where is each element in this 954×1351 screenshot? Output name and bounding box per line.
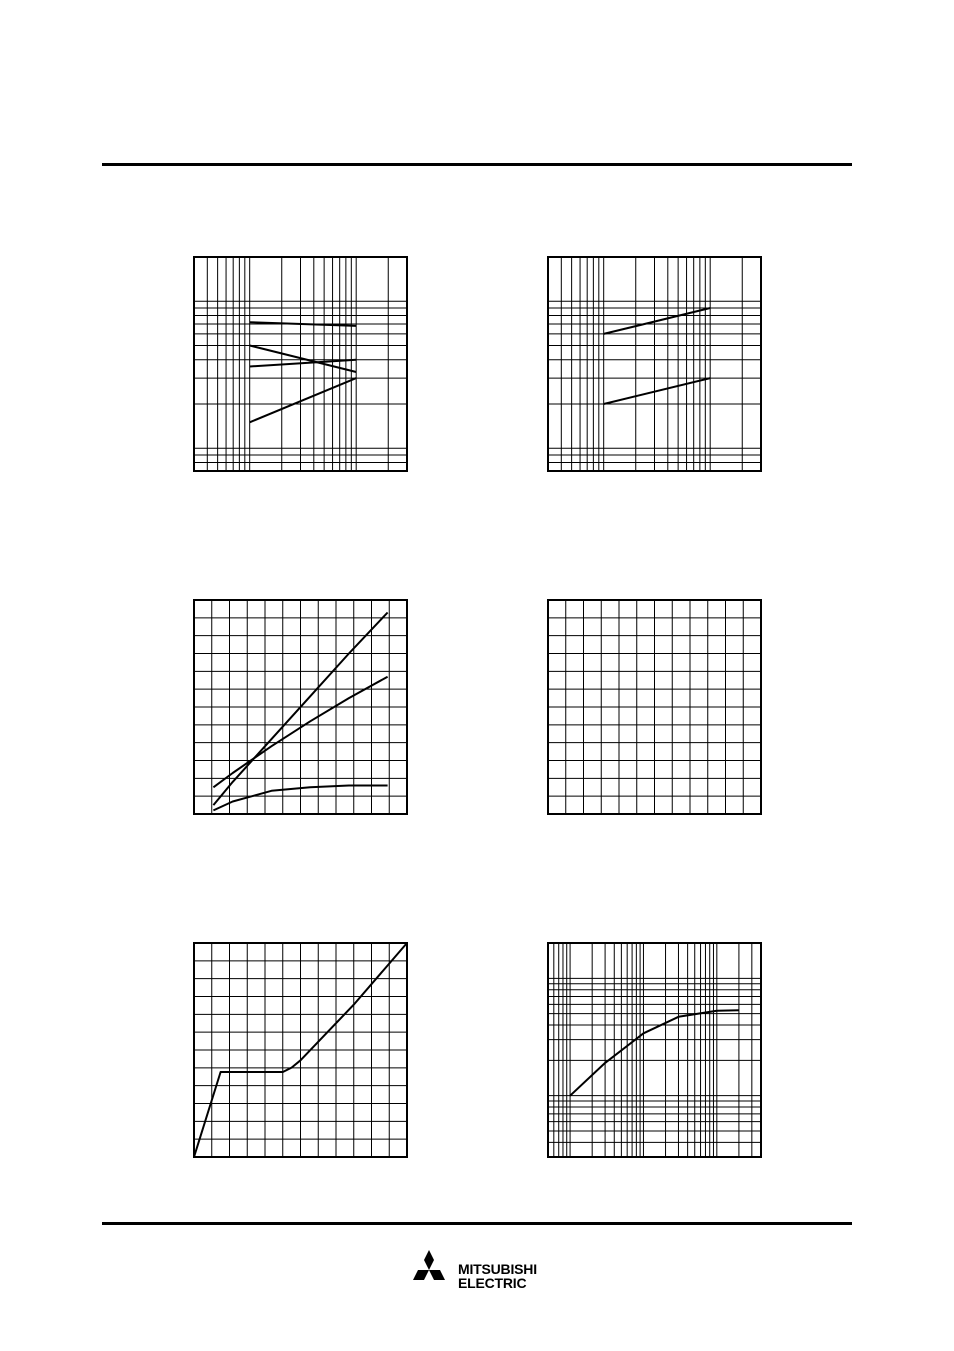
chart-1-series-2	[250, 346, 357, 373]
chart-1-series-4	[250, 378, 357, 422]
chart-1-series-3	[250, 360, 357, 367]
chart-3-plot	[193, 599, 408, 815]
chart-4-plot	[547, 599, 762, 815]
chart-2-series-2	[604, 378, 711, 404]
chart-5	[193, 942, 408, 1158]
brand-line-1: MITSUBISHI	[458, 1261, 537, 1277]
three-diamonds-icon	[406, 1250, 452, 1290]
chart-6-plot	[547, 942, 762, 1158]
chart-4-grid	[547, 599, 762, 815]
chart-1-plot	[193, 256, 408, 472]
header-rule	[102, 163, 852, 166]
mitsubishi-electric-logo	[406, 1250, 556, 1295]
brand-line-2: ELECTRIC	[458, 1275, 527, 1291]
chart-6-frame	[548, 943, 761, 1157]
chart-2-series-1	[604, 308, 711, 334]
chart-1	[193, 256, 408, 472]
chart-5-grid	[193, 942, 408, 1158]
chart-2-plot	[547, 256, 762, 472]
chart-3	[193, 599, 408, 815]
chart-4	[547, 599, 762, 815]
footer-rule	[102, 1222, 852, 1225]
chart-2-grid	[547, 256, 762, 472]
chart-6-grid	[547, 942, 762, 1158]
chart-2	[547, 256, 762, 472]
chart-6	[547, 942, 762, 1158]
chart-5-plot	[193, 942, 408, 1158]
